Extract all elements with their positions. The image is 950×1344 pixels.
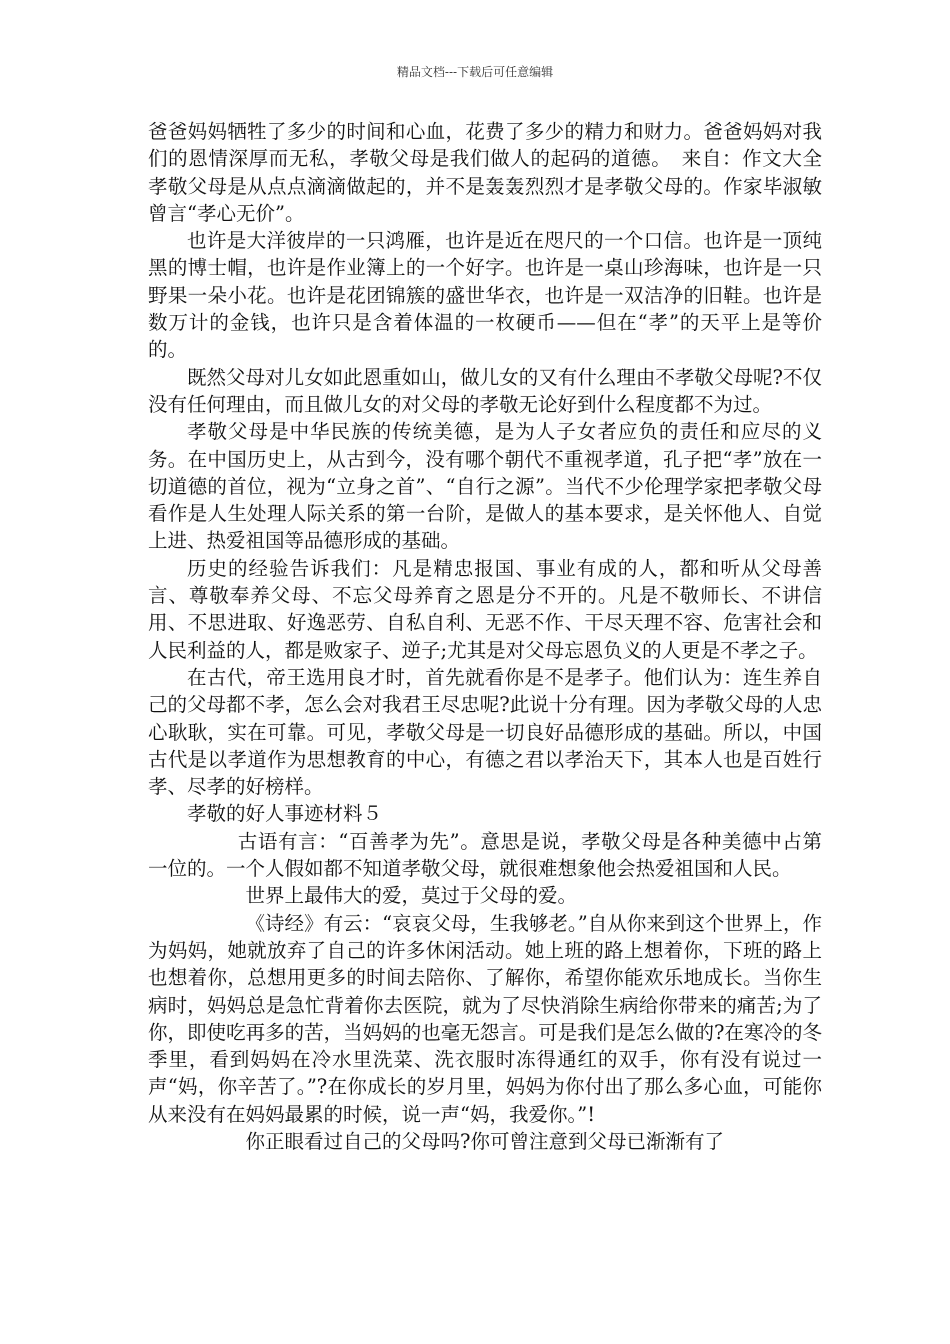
paragraph: 既然父母对儿女如此恩重如山，做儿女的又有什么理由不孝敬父母呢?不仅没有任何理由，而且做儿女的对父母的孝敬无论好到什么程度都不为过。 xyxy=(148,365,822,416)
paragraph: 爸爸妈妈牺牲了多少的时间和心血，花费了多少的精力和财力。爸爸妈妈对我们的恩情深厚而无私，孝敬父母是我们做人的起码的道德。 来自：作文大全 孝敬父母是从点点滴滴做起的，并不是轰轰烈烈才是孝敬父母的。作家毕淑敏曾言“孝心无价”。 xyxy=(148,120,862,225)
document-body xyxy=(148,118,862,1155)
paragraph: 历史的经验告诉我们：凡是精忠报国、事业有成的人，都和听从父母善言、尊敬奉养父母、不忘父母养育之恩是分不开的。凡是不敬师长、不讲信用、不思进取、好逸恶劳、自私自利、无恶不作、干尽天理不容、危害社会和人民利益的人，都是败家子、逆子;尤其是对父母忘恩负义的人更是不孝之子。 xyxy=(148,556,822,662)
paragraph: 世界上最伟大的爱，莫过于父母的爱。 xyxy=(245,884,578,908)
paragraph: 《诗经》有云：“哀哀父母，生我够老。”自从你来到这个世界上，作为妈妈，她就放弃了自己的许多休闲活动。她上班的路上想着你，下班的路上也想着你，总想用更多的时间去陪你、了解你，希望你能欢乐地成长。当你生病时，妈妈总是急忙背着你去医院，就为了尽快消除生病给你带来的痛苦;为了你，即使吃再多的苦，当妈妈的也毫无怨言。可是我们是怎么做的?在寒冷的冬季里，看到妈妈在冷水里洗菜、洗衣服时冻得通红的双手，你有没有说过一声“妈，你辛苦了。”?在你成长的岁月里，妈妈为你付出了那么多心血，可能你从来没有在妈妈最累的时候，说一声“妈，我爱你。”! xyxy=(148,911,822,1126)
paragraph: 古语有言：“百善孝为先”。意思是说，孝敬父母是各种美德中占第一位的。一个人假如都不知道孝敬父母，就很难想象他会热爱祖国和人民。 xyxy=(148,829,822,881)
paragraph: 你正眼看过自己的父母吗?你可曾注意到父母已渐渐有了 xyxy=(245,1129,724,1153)
paragraph: 也许是大洋彼岸的一只鸿雁，也许是近在咫尺的一个口信。也许是一顶纯黑的博士帽，也许是作业簿上的一个好字。也许是一桌山珍海味，也许是一只野果一朵小花。也许是花团锦簇的盛世华衣，也许是一双洁净的旧鞋。也许是数万计的金钱，也许只是含着体温的一枚硬币——但在“孝”的天平上是等价的。 xyxy=(148,229,822,362)
section-heading: 孝敬的好人事迹材料５ xyxy=(187,802,383,826)
paragraph: 孝敬父母是中华民族的传统美德，是为人子女者应负的责任和应尽的义务。在中国历史上，从古到今，没有哪个朝代不重视孝道，孔子把“孝”放在一切道德的首位，视为“立身之首”、“自行之源”。当代不少伦理学家把孝敬父母看作是人生处理人际关系的第一台阶，是做人的基本要求，是关怀他人、自觉上进、热爱祖国等品德形成的基础。 xyxy=(148,420,822,553)
paragraph: 在古代，帝王选用良才时，首先就看你是不是孝子。他们认为：连生养自己的父母都不孝，怎么会对我君王尽忠呢?此说十分有理。因为孝敬父母的人忠心耿耿，实在可靠。可见，孝敬父母是一切良好品德形成的基础。所以，中国古代是以孝道作为思想教育的中心，有德之君以孝治天下，其本人也是百姓行孝、尽孝的好榜样。 xyxy=(148,665,822,799)
page-header: 精品文档---下载后可任意编辑 xyxy=(396,65,554,79)
